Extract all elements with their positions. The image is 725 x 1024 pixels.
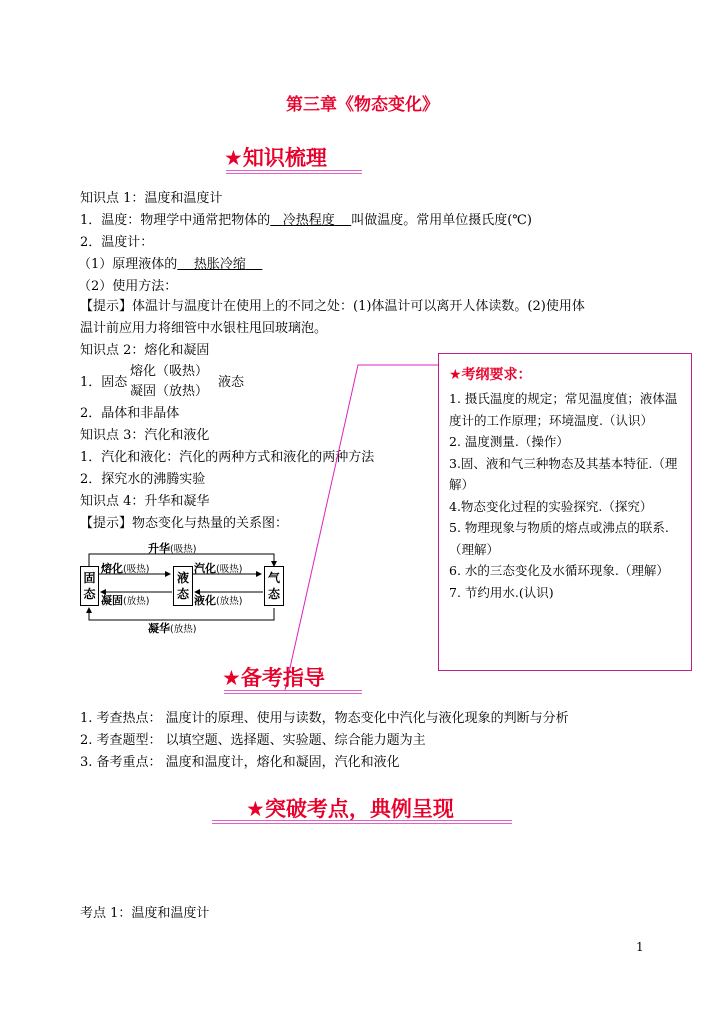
knowledge-point-3: 知识点 3：汽化和液化 <box>80 428 210 443</box>
label-note: (吸热) <box>123 564 150 575</box>
exam-item: 1. 摄氏温度的规定；常见温度值；液体温度计的工作原理；环境温度.（认识） <box>449 391 678 428</box>
exam-item: 5. 物理现象与物质的熔点或沸点的联系.（理解） <box>449 520 669 557</box>
gas-char-1: 气 <box>267 571 280 585</box>
section-heading-breakthrough: ★突破考点，典例呈现 <box>246 797 454 821</box>
crystal-line: 2．晶体和非晶体 <box>80 406 180 421</box>
section-heading-guide: ★备考指导 <box>222 666 325 690</box>
exam-item: 6. 水的三态变化及水循环现象.（理解） <box>449 563 669 578</box>
freeze-label: 凝固（放热） <box>130 384 209 399</box>
usage-line: （2）使用方法： <box>78 279 178 294</box>
exam-item: 2. 温度测量.（操作） <box>449 434 569 449</box>
answer-text: 冷热程度 <box>282 213 335 228</box>
label-text: 液化 <box>194 594 216 607</box>
solid-prefix: 1．固态 <box>80 375 128 390</box>
guide-line-3: 3. 备考重点： 温度和温度计，熔化和凝固，汽化和液化 <box>80 755 400 770</box>
text: （1）原理液体的 <box>78 257 178 272</box>
exam-item: 3.固、液和气三种物态及其基本特征.（理解） <box>449 455 678 492</box>
label-text: 升华 <box>148 542 170 555</box>
melt-label: 熔化（吸热） <box>130 364 209 379</box>
label-note: (放热) <box>123 596 150 607</box>
thermometer-line: 2．温度计： <box>80 235 154 250</box>
label-text: 凝华 <box>148 622 170 635</box>
page-title: 第三章《物态变化》 <box>286 95 439 115</box>
knowledge-point-4: 知识点 4：升华和凝华 <box>80 494 210 509</box>
solid-char-1: 固 <box>83 571 96 585</box>
answer-text: 热胀冷缩 <box>193 257 246 272</box>
guide-line-2: 2. 考查题型： 以填空题、选择题、实验题、综合能力题为主 <box>80 733 426 748</box>
tip-line-2: 温计前应用力将细管中水银柱甩回玻璃泡。 <box>80 321 328 336</box>
page-number: 1 <box>636 940 644 954</box>
tip-line-3: 【提示】物态变化与热量的关系图： <box>80 516 289 531</box>
text: 1．温度：物理学中通常把物体的 <box>80 213 271 228</box>
exam-item: 4.物态变化过程的实验探究.（探究） <box>449 498 653 514</box>
exam-box-heading: ★考纲要求： <box>449 367 532 383</box>
exam-requirements-box <box>438 353 692 671</box>
label-note: (吸热) <box>216 564 243 575</box>
label-text: 熔化 <box>101 562 123 575</box>
liquid-char-2: 态 <box>176 587 189 601</box>
liquid-char-1: 液 <box>176 571 189 585</box>
guide-line-1: 1. 考查热点： 温度计的原理、使用与读数，物态变化中汽化与液化现象的判断与分析 <box>80 711 569 726</box>
gas-char-2: 态 <box>267 587 280 601</box>
solid-char-2: 态 <box>83 587 96 601</box>
knowledge-point-1: 知识点 1：温度和温度计 <box>80 191 223 206</box>
section-heading-knowledge: ★知识梳理 <box>224 146 327 170</box>
label-note: (放热) <box>216 596 243 607</box>
vaporize-line: 1．汽化和液化：汽化的两种方式和液化的两种方法 <box>80 450 375 465</box>
knowledge-point-2: 知识点 2：熔化和凝固 <box>80 343 210 358</box>
text: 叫做温度。常用单位摄氏度(℃) <box>351 213 532 228</box>
boiling-line: 2．探究水的沸腾实验 <box>80 472 206 487</box>
label-text: 凝固 <box>101 594 123 607</box>
label-note: (放热) <box>170 624 197 635</box>
exam-point-1: 考点 1：温度和温度计 <box>80 906 210 921</box>
heading-underline <box>212 820 512 824</box>
label-note: (吸热) <box>170 544 197 555</box>
tip-line-1: 【提示】体温计与温度计在使用上的不同之处：(1)体温计可以离开人体读数。(2)使用体 <box>80 299 585 314</box>
exam-item: 7. 节约用水.(认识) <box>449 584 554 600</box>
label-text: 汽化 <box>194 562 216 575</box>
liquid-suffix: 液态 <box>218 375 245 390</box>
heading-underline <box>224 690 362 694</box>
